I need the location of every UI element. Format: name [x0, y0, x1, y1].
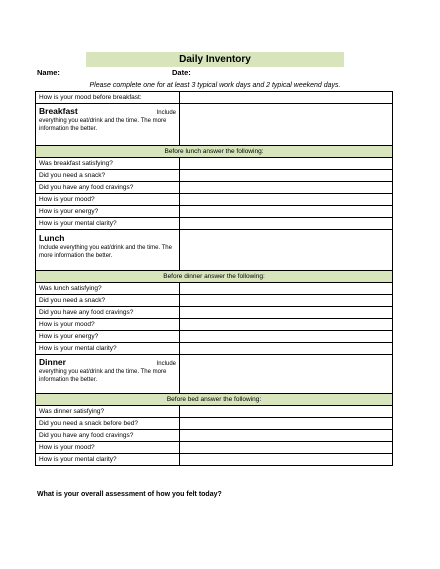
answer-cell[interactable]: [180, 295, 393, 307]
answer-cell[interactable]: [180, 230, 393, 271]
table-row: [36, 92, 393, 104]
dinner-cell: [36, 355, 180, 394]
question: How is your mental clarity?: [36, 454, 180, 466]
table-row: [36, 206, 393, 218]
lunch-cell: [36, 230, 180, 271]
band-before-lunch: [36, 146, 393, 158]
answer-cell[interactable]: [180, 170, 393, 182]
name-label: Name:: [37, 68, 60, 77]
final-question: What is your overall assessment of how you felt today?: [37, 491, 222, 498]
table-row: [36, 331, 393, 343]
question: Did you need a snack?: [36, 170, 180, 182]
table-row: [36, 454, 393, 466]
band-before-dinner: [36, 271, 393, 283]
table-row: [36, 170, 393, 182]
question: Was dinner satisfying?: [36, 406, 180, 418]
answer-cell[interactable]: [180, 355, 393, 394]
table-row: [36, 406, 393, 418]
answer-cell[interactable]: [180, 454, 393, 466]
question: Did you need a snack?: [36, 295, 180, 307]
answer-cell[interactable]: [180, 218, 393, 230]
answer-cell[interactable]: [180, 406, 393, 418]
question: How is your mood?: [36, 194, 180, 206]
dinner-title: Dinner: [39, 357, 66, 367]
question: Did you have any food cravings?: [36, 307, 180, 319]
band-before-bed: [36, 394, 393, 406]
question: How is your mental clarity?: [36, 343, 180, 355]
band-label: Before dinner answer the following:: [36, 271, 393, 283]
breakfast-note: Include: [156, 110, 176, 116]
table-row: [36, 307, 393, 319]
table-row: [36, 430, 393, 442]
table-row: [36, 194, 393, 206]
answer-cell[interactable]: [180, 442, 393, 454]
dinner-desc: everything you eat/drink and the time. The more information the better.: [39, 369, 167, 383]
question: How is your energy?: [36, 331, 180, 343]
answer-cell[interactable]: [180, 182, 393, 194]
answer-cell[interactable]: [180, 331, 393, 343]
question: Did you have any food cravings?: [36, 182, 180, 194]
table-row: [36, 319, 393, 331]
question-mood-before-breakfast: How is your mood before breakfast:: [36, 92, 180, 104]
question: Was lunch satisfying?: [36, 283, 180, 295]
question: Was breakfast satisfying?: [36, 158, 180, 170]
breakfast-cell: [36, 104, 180, 146]
band-label: Before bed answer the following:: [36, 394, 393, 406]
lunch-desc: Include everything you eat/drink and the time. The more information the better.: [39, 245, 172, 259]
answer-cell[interactable]: [180, 158, 393, 170]
question: How is your mood?: [36, 442, 180, 454]
breakfast-desc: everything you eat/drink and the time. The more information the better.: [39, 118, 167, 132]
answer-cell[interactable]: [180, 194, 393, 206]
answer-cell[interactable]: [180, 307, 393, 319]
dinner-note: Include: [156, 361, 176, 367]
lunch-title: Lunch: [39, 233, 65, 243]
answer-cell[interactable]: [180, 206, 393, 218]
question: How is your energy?: [36, 206, 180, 218]
answer-cell[interactable]: [180, 430, 393, 442]
answer-cell[interactable]: [180, 92, 393, 104]
instructions-text: Please complete one for at least 3 typical work days and 2 typical weekend days.: [89, 82, 341, 89]
question: Did you have any food cravings?: [36, 430, 180, 442]
breakfast-row: [36, 104, 393, 146]
question: How is your mental clarity?: [36, 218, 180, 230]
breakfast-title: Breakfast: [39, 106, 78, 116]
table-row: [36, 283, 393, 295]
table-row: [36, 218, 393, 230]
table-row: [36, 418, 393, 430]
lunch-row: [36, 230, 393, 271]
band-label: Before lunch answer the following:: [36, 146, 393, 158]
table-row: [36, 295, 393, 307]
dinner-row: [36, 355, 393, 394]
answer-cell[interactable]: [180, 283, 393, 295]
date-label: Date:: [172, 68, 191, 77]
table-row: [36, 343, 393, 355]
answer-cell[interactable]: [180, 343, 393, 355]
answer-cell[interactable]: [180, 319, 393, 331]
table-row: [36, 442, 393, 454]
table-row: [36, 158, 393, 170]
answer-cell[interactable]: [180, 104, 393, 146]
answer-cell[interactable]: [180, 418, 393, 430]
table-row: [36, 182, 393, 194]
question: Did you need a snack before bed?: [36, 418, 180, 430]
inventory-table: [35, 91, 393, 466]
question: How is your mood?: [36, 319, 180, 331]
page-title: Daily Inventory: [86, 52, 344, 67]
